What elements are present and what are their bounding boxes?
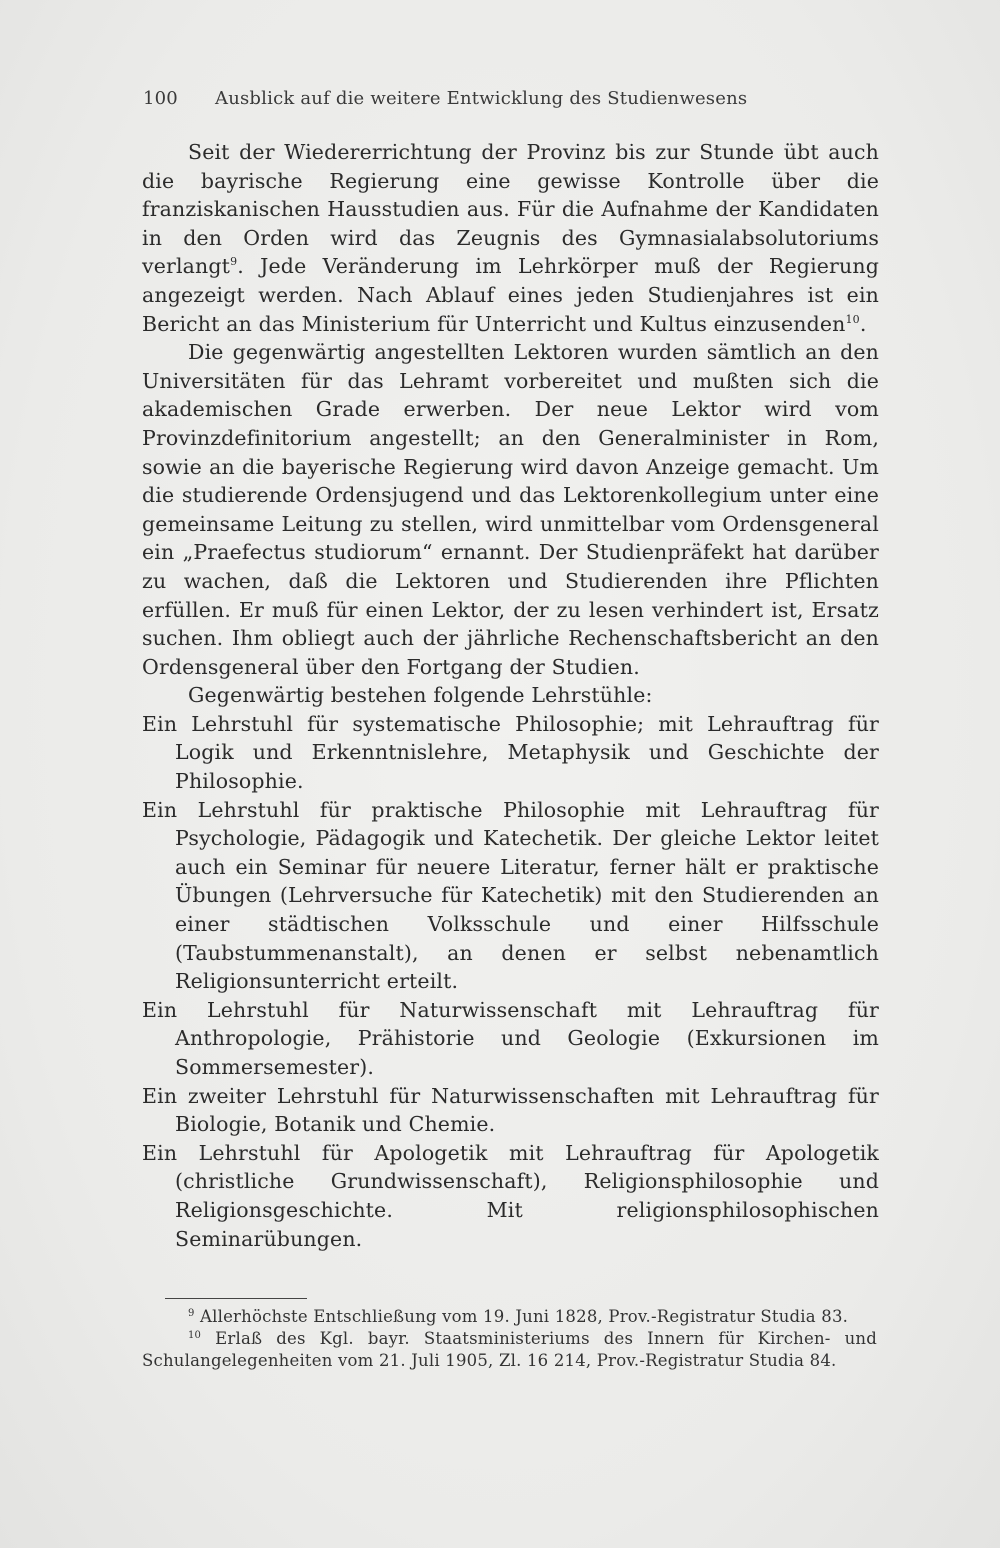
paragraph-government-control <box>142 138 879 338</box>
footnote <box>142 1306 877 1328</box>
page-number: 100 <box>143 88 178 109</box>
footnote-divider <box>165 1298 307 1299</box>
list-intro: Gegenwärtig bestehen folgende Lehrstühle: <box>188 683 653 708</box>
list-item: Ein zweiter Lehrstuhl für Naturwissenschaften mit Lehrauftrag für Biologie, Botanik und Chemie. <box>142 1083 879 1137</box>
footnote-text: Erlaß des Kgl. bayr. Staatsministeriums des Innern für Kirchen- und Schulangelegenheiten vom 21. Juli 1905, Zl. 16 214, Prov.-Registratur Studia 84. <box>142 1329 878 1370</box>
page-header <box>143 88 843 109</box>
list-item: Ein Lehrstuhl für Naturwissenschaft mit Lehrauftrag für Anthropologie, Prähistorie und Geologie (Exkursionen im Sommersemester). <box>142 997 879 1079</box>
list-item: Ein Lehrstuhl für Apologetik mit Lehrauftrag für Apologetik (christliche Grundwissenschaft), Religionsphilosophie und Religionsgeschichte. Mit religionsphilosophischen Seminarübungen. <box>142 1140 879 1251</box>
footnote-text: Allerhöchste Entschließung vom 19. Juni 1828, Prov.-Registratur Studia 83. <box>200 1307 849 1326</box>
footnote <box>142 1328 877 1372</box>
list-item: Ein Lehrstuhl für praktische Philosophie mit Lehrauftrag für Psychologie, Pädagogik und Katechetik. Der gleiche Lektor leitet auch ein Seminar für neuere Literatur, ferner hält er praktische Übungen (Lehrversuche für Katechetik) mit den Studierenden an einer städtischen Volksschule und einer Hilfsschule (Taubstummenanstalt), an denen er selbst nebenamtlich Religionsunterricht erteilt. <box>142 797 879 994</box>
footnote-mark: 9 <box>188 1308 195 1319</box>
footnote-mark: 10 <box>188 1330 202 1341</box>
list-item: Ein Lehrstuhl für systematische Philosophie; mit Lehrauftrag für Logik und Erkenntnislehre, Metaphysik und Geschichte der Philosophie. <box>142 711 879 794</box>
footnotes <box>142 1306 877 1372</box>
main-text <box>142 138 879 1253</box>
paragraph-text: . <box>859 311 867 336</box>
paragraph-lectors: Die gegenwärtig angestellten Lektoren wurden sämtlich an den Universitäten für das Lehramt vorbereitet und mußten sich die akademischen Grade erwerben. Der neue Lektor wird vom Provinzdefinitorium angestellt; an den Generalminister in Rom, sowie an die bayerische Regierung wird davon Anzeige gemacht. Um die studierende Ordensjugend und das Lektorenkollegium unter eine gemeinsame Leitung zu stellen, wird unmittelbar vom Ordensgeneral ein „Praefectus studiorum“ ernannt. Der Studienpräfekt hat darüber zu wachen, daß die Lektoren und Studierenden ihre Pflichten erfüllen. Er muß für einen Lektor, der zu lesen verhindert ist, Ersatz suchen. Ihm obliegt auch der jährliche Rechenschaftsbericht an den Ordensgeneral über den Fortgang der Studien. <box>142 340 879 679</box>
footnote-ref: 10 <box>845 312 860 326</box>
running-title: Ausblick auf die weitere Entwicklung des Studienwesens <box>215 88 748 109</box>
footnote-ref: 9 <box>230 255 238 269</box>
paragraph-text: Seit der Wiedererrichtung der Provinz bis zur Stunde übt auch die bayrische Regierung eine gewisse Kontrolle über die franziskanischen Hausstudien aus. Für die Aufnahme der Kandidaten in den Orden wird das Zeugnis des Gymnasialabsolutoriums verlangt <box>142 140 879 279</box>
paragraph-text: . Jede Veränderung im Lehrkörper muß der Regierung angezeigt werden. Nach Ablauf eines jeden Studienjahres ist ein Bericht an das Ministerium für Unterricht und Kultus einzusenden <box>142 254 879 336</box>
